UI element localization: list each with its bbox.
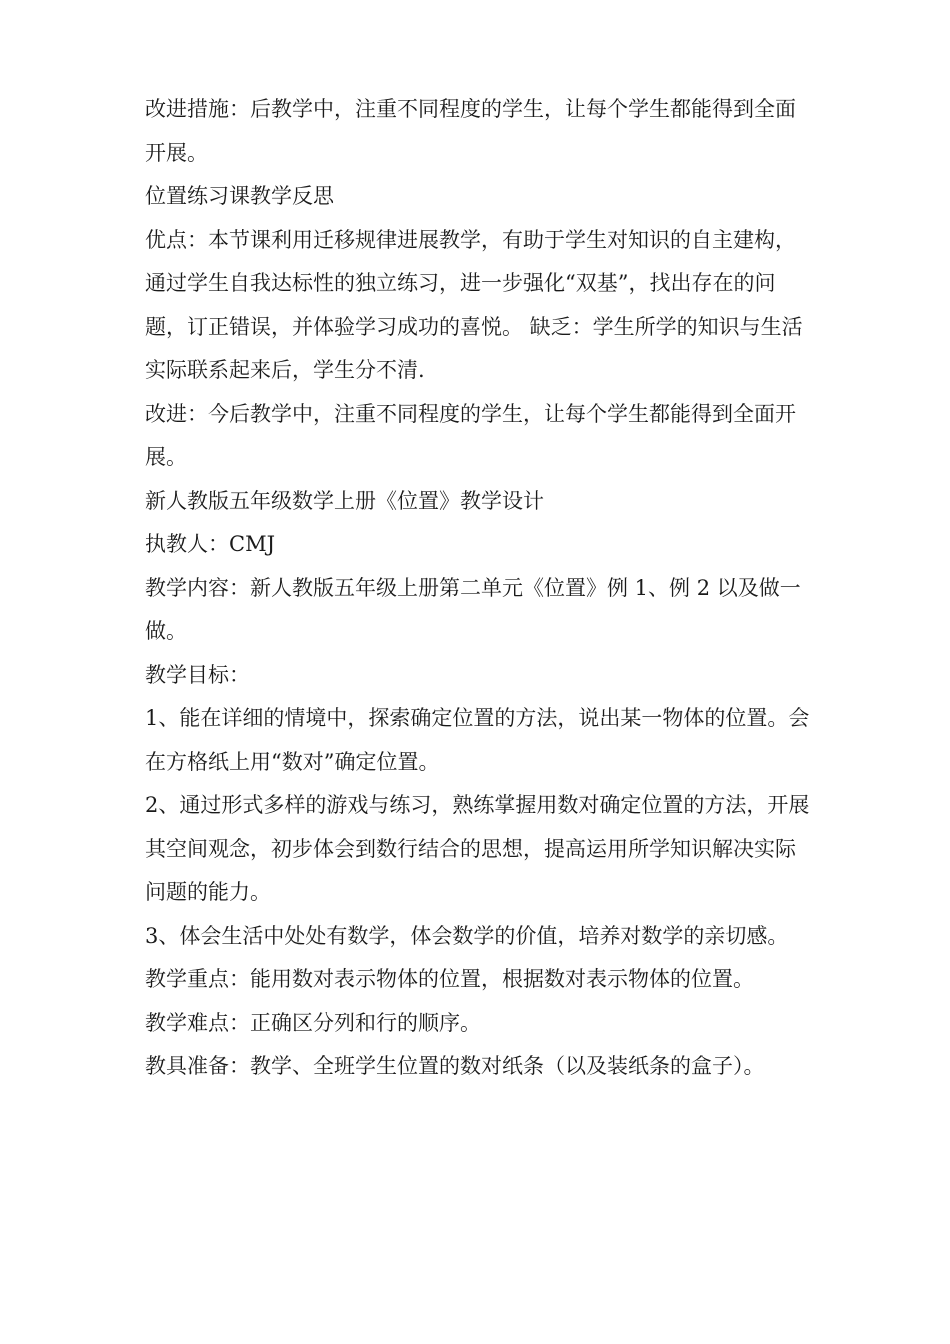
paragraph-teacher: 执教人：CMJ <box>145 532 275 556</box>
heading-reflection: 位置练习课教学反思 <box>145 184 334 208</box>
paragraph-improvement: 改进：今后教学中，注重不同程度的学生，让每个学生都能得到全面开展。 <box>145 401 796 469</box>
paragraph-improvement-measures: 改进措施：后教学中，注重不同程度的学生，让每个学生都能得到全面开展。 <box>145 97 796 165</box>
paragraph-key-points: 教学重点：能用数对表示物体的位置，根据数对表示物体的位置。 <box>145 967 754 991</box>
heading-teaching-objectives: 教学目标： <box>145 662 250 687</box>
paragraph-teaching-aids: 教具准备：教学、全班学生位置的数对纸条（以及装纸条的盒子）。 <box>145 1054 765 1078</box>
objective-1: 1、能在详细的情境中，探索确定位置的方法，说出某一物体的位置。会在方格纸上用“数对”确定位置。 <box>145 706 810 774</box>
document-body <box>145 88 810 1089</box>
paragraph-teaching-content: 教学内容：新人教版五年级上册第二单元《位置》例 1、例 2 以及做一做。 <box>145 575 801 643</box>
paragraph-difficult-points: 教学难点：正确区分列和行的顺序。 <box>145 1010 481 1035</box>
objective-2: 2、通过形式多样的游戏与练习，熟练掌握用数对确定位置的方法，开展其空间观念，初步体会到数行结合的思想，提高运用所学知识解决实际问题的能力。 <box>145 793 810 904</box>
objective-3: 3、体会生活中处处有数学，体会数学的价值，培养对数学的亲切感。 <box>145 923 789 948</box>
paragraph-strengths: 优点：本节课利用迁移规律进展教学，有助于学生对知识的自主建构，通过学生自我达标性的独立练习，进一步强化“双基”，找出存在的问题，订正错误，并体验学习成功的喜悦。 缺乏：学生所学的知识与生活实际联系起来后，学生分不清. <box>145 227 803 382</box>
heading-lesson-design: 新人教版五年级数学上册《位置》教学设计 <box>145 488 544 513</box>
